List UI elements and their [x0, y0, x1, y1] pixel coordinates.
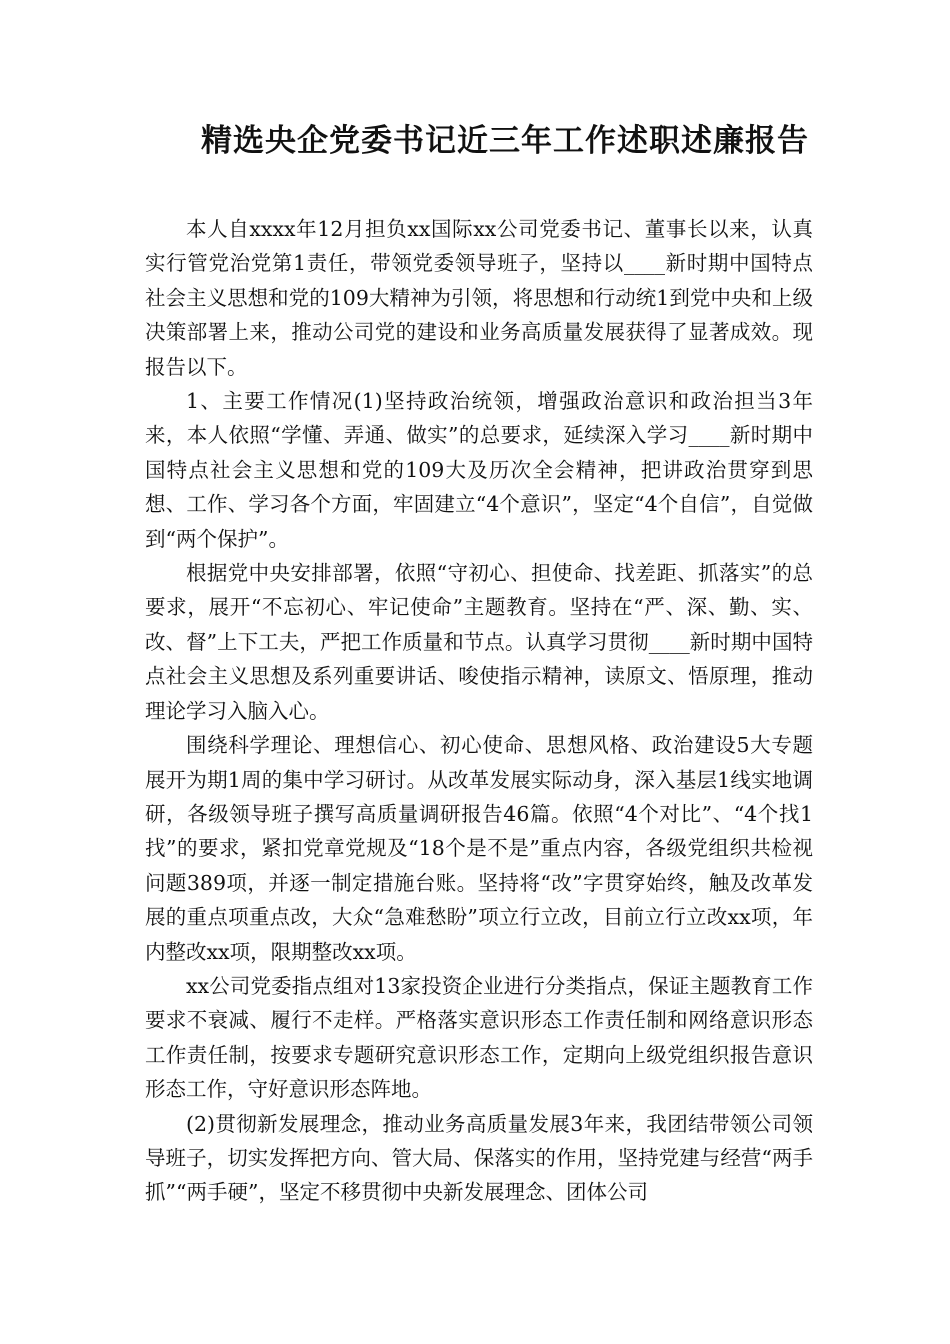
- document-title: 精选央企党委书记近三年工作述职述廉报告: [201, 123, 809, 159]
- paragraph-intro: 本人自xxxx年12月担负xx国际xx公司党委书记、董事长以来，认真实行管党治党第1责任，带领党委领导班子，坚持以____新时期中国特点社会主义思想和党的109大精神为引领，将思想和行动统1到党中央和上级决策部署上来，推动公司党的建设和业务高质量发展获得了显著成效。现报告以下。: [145, 217, 813, 379]
- paragraph-political-leadership: 1、主要工作情况(1)坚持政治统领，增强政治意识和政治担当3年来，本人依照“学懂、弄通、做实”的总要求，延续深入学习____新时期中国特点社会主义思想和党的109大及历次全会精神，把讲政治贯穿到思想、工作、学习各个方面，牢固建立“4个意识”，坚定“4个自信”，自觉做到“两个保护”。: [145, 389, 813, 551]
- paragraph-new-development: (2)贯彻新发展理念，推动业务高质量发展3年来，我团结带领公司领导班子，切实发挥把方向、管大局、保落实的作用，坚持党建与经营“两手抓”“两手硬”，坚定不移贯彻中央新发展理念、团体公司: [145, 1111, 813, 1205]
- paragraph-theme-education: 根据党中央安排部署，依照“守初心、担使命、找差距、抓落实”的总要求，展开“不忘初心、牢记使命”主题教育。坚持在“严、深、勤、实、改、督”上下工夫，严把工作质量和节点。认真学习贯彻____新时期中国特点社会主义思想及系列重要讲话、唆使指示精神，读原文、悟原理，推动理论学习入脑入心。: [145, 561, 813, 723]
- paragraph-study-research: 围绕科学理论、理想信心、初心使命、思想风格、政治建设5大专题展开为期1周的集中学习研讨。从改革发展实际动身，深入基层1线实地调研，各级领导班子撰写高质量调研报告46篇。依照“4个对比”、“4个找1找”的要求，紧扣党章党规及“18个是不是”重点内容，各级党组织共检视问题389项，并逐一制定措施台账。坚持将“改”字贯穿始终，触及改革发展的重点项重点改，大众“急难愁盼”项立行立改，目前立行立改xx项，年内整改xx项，限期整改xx项。: [145, 733, 813, 964]
- paragraph-guidance-ideology: xx公司党委指点组对13家投资企业进行分类指点，保证主题教育工作要求不衰减、履行不走样。严格落实意识形态工作责任制和网络意识形态工作责任制，按要求专题研究意识形态工作，定期向上级党组织报告意识形态工作，守好意识形态阵地。: [145, 973, 813, 1102]
- document-body: [145, 212, 813, 1210]
